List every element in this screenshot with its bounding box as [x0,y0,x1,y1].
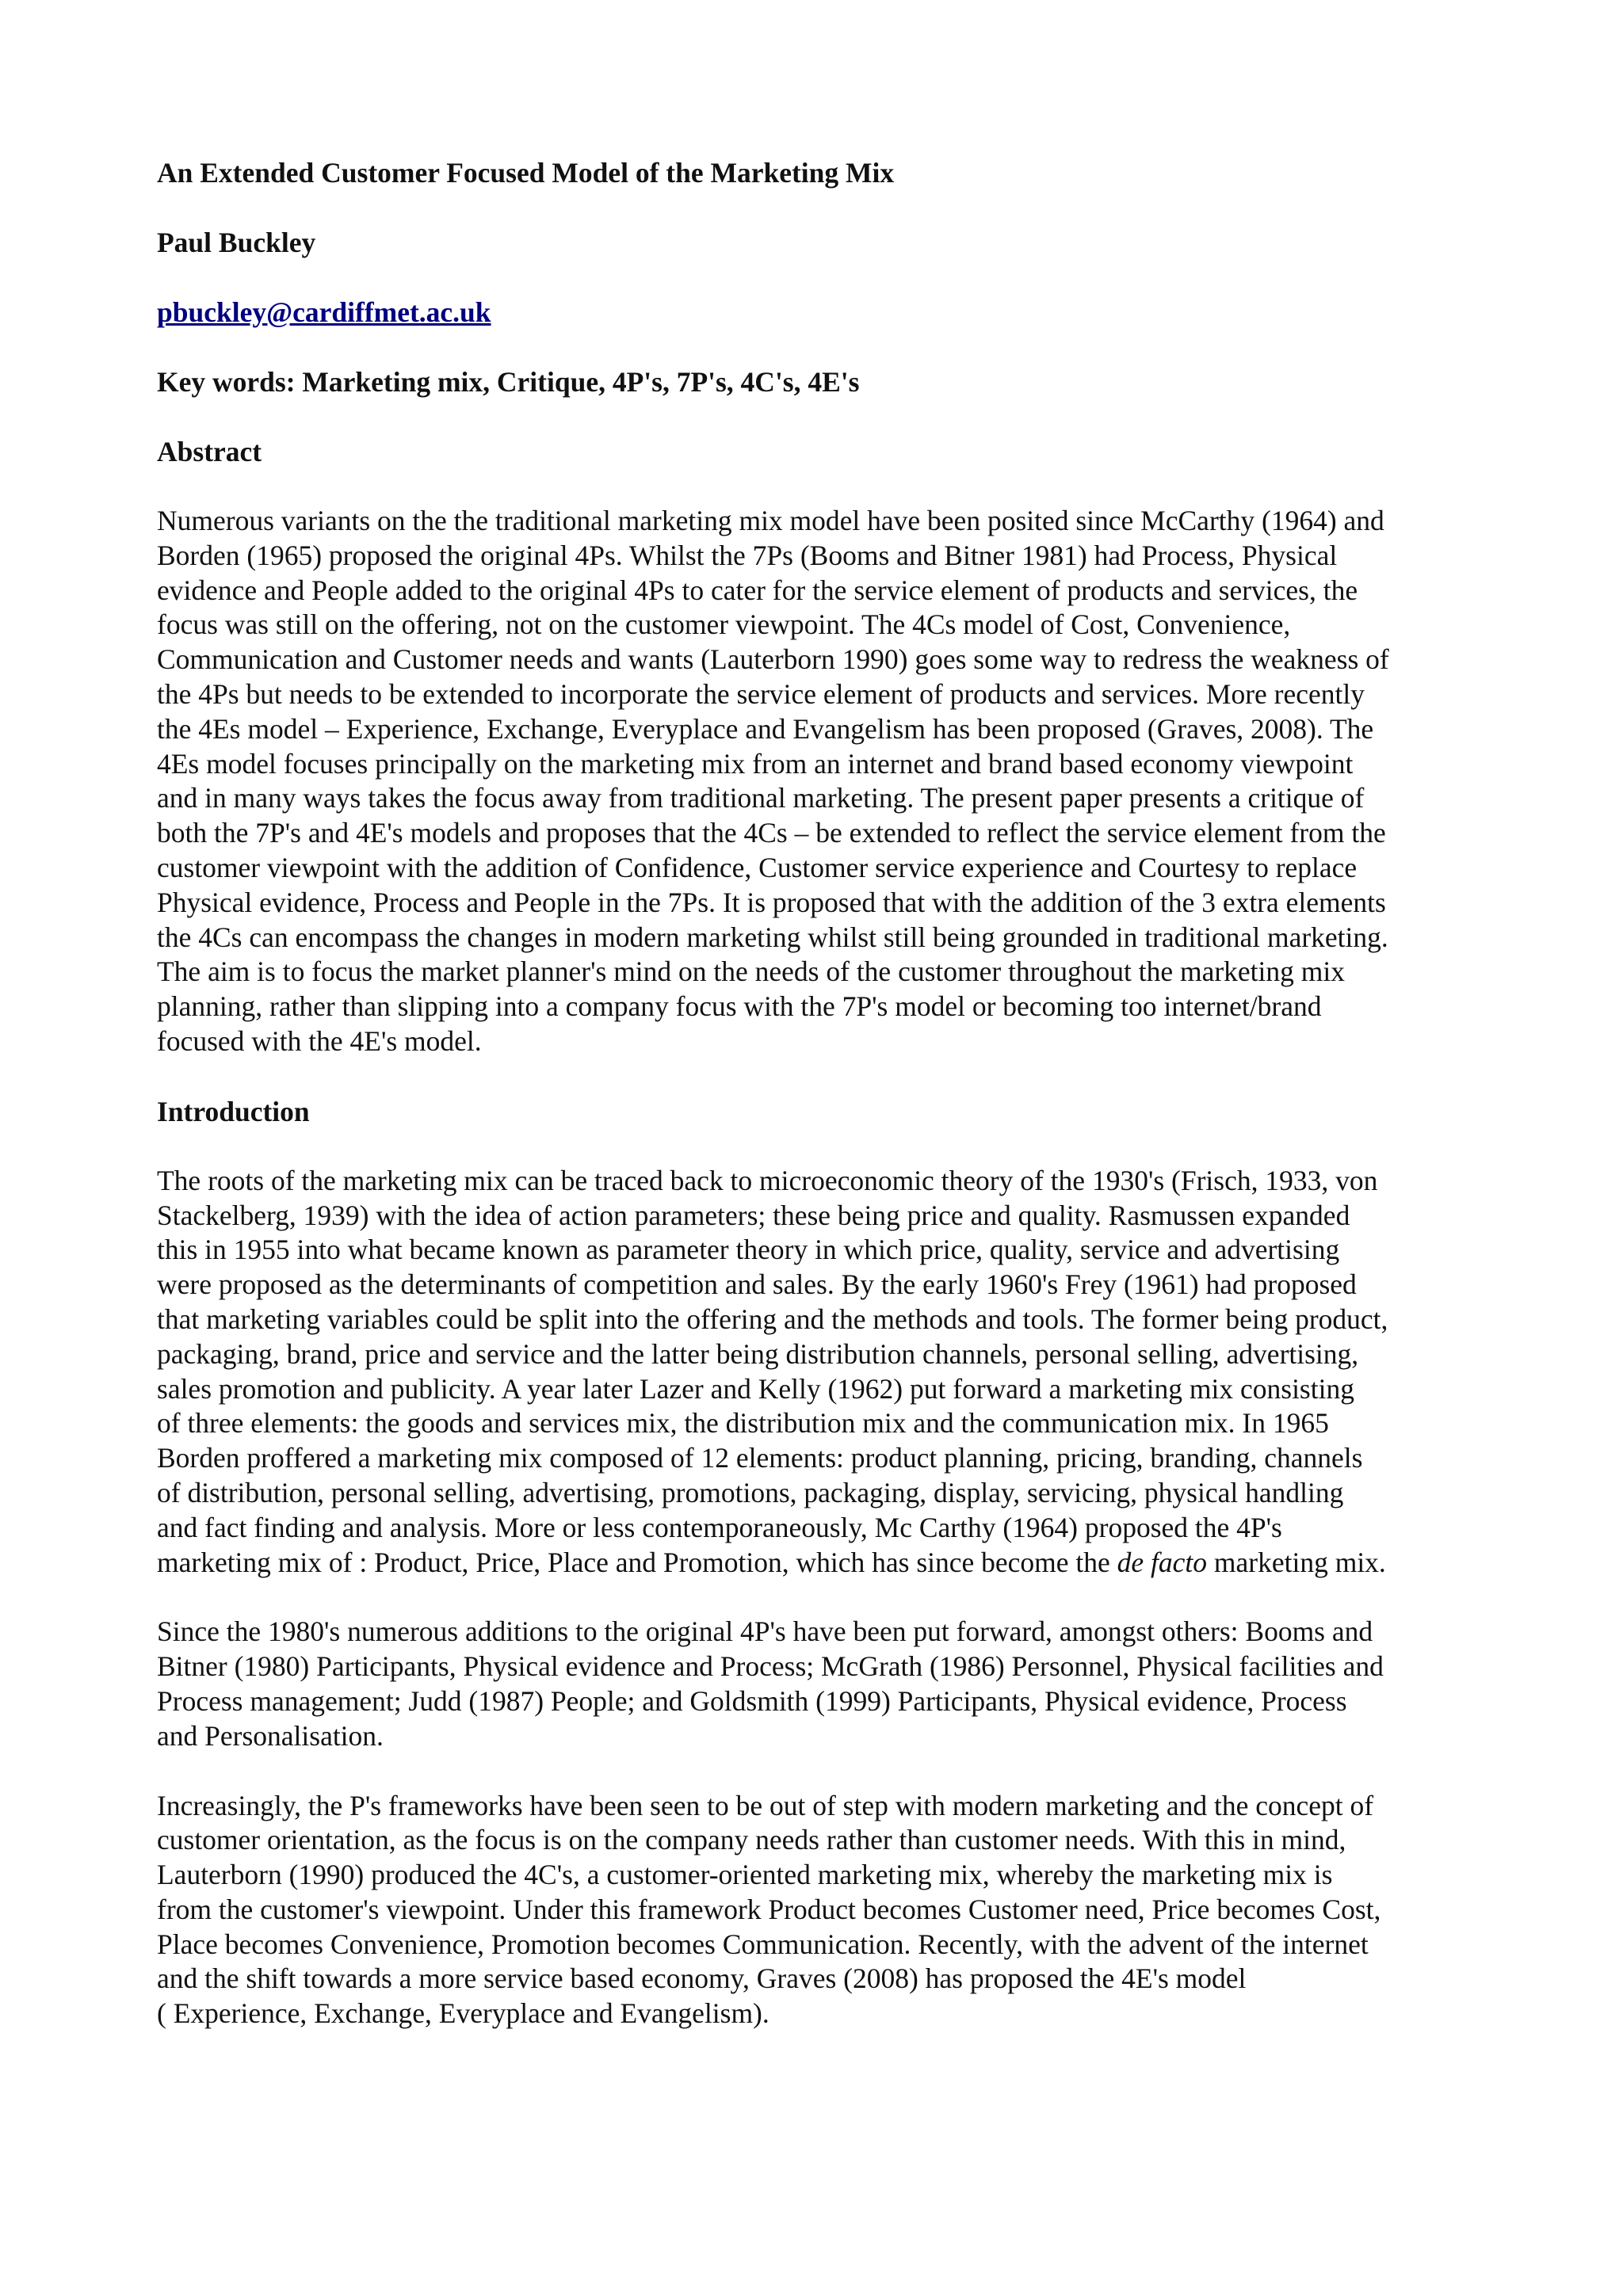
document-page [157,155,1484,2066]
introduction-paragraph-3 [157,1789,1484,2032]
text-line: Borden proffered a marketing mix composed of 12 elements: product planning, pricing, branding, channels [157,1442,1363,1474]
text-run: marketing mix. [1207,1546,1386,1578]
text-line: packaging, brand, price and service and the latter being distribution channels, personal selling, advertising, [157,1337,1359,1370]
text-line: Communication and Customer needs and wants (Lauterborn 1990) goes some way to redress the weakness of [157,643,1389,676]
text-line: and the shift towards a more service based economy, Graves (2008) has proposed the 4E's model [157,1962,1247,1995]
text-line: focused with the 4E's model. [157,1024,482,1057]
text-line: Increasingly, the P's frameworks have been seen to be out of step with modern marketing and the concept of [157,1789,1374,1821]
abstract-paragraph [157,504,1484,1059]
paper-title: An Extended Customer Focused Model of the Marketing Mix [157,157,895,189]
text-line: Stackelberg, 1939) with the idea of action parameters; these being price and quality. Rasmussen expanded [157,1199,1350,1231]
italic-term: de facto [1117,1546,1208,1578]
text-line: Place becomes Convenience, Promotion becomes Communication. Recently, with the advent of the internet [157,1928,1369,1960]
text-line: focus was still on the offering, not on the customer viewpoint. The 4Cs model of Cost, Convenience, [157,608,1291,641]
text-line [157,1546,1484,1581]
introduction-paragraph-2 [157,1615,1484,1753]
author-email [157,295,1484,330]
introduction-paragraph-1 [157,1164,1484,1581]
text-run: marketing mix of : Product, Price, Place and Promotion, which has since become the [157,1546,1117,1578]
text-line: The aim is to focus the market planner's mind on the needs of the customer throughout the marketing mix [157,955,1346,988]
text-line: and Personalisation. [157,1719,384,1752]
text-line: this in 1955 into what became known as parameter theory in which price, quality, service and advertising [157,1234,1340,1266]
text-line: the 4Cs can encompass the changes in modern marketing whilst still being grounded in traditional marketing. [157,921,1388,953]
text-line: planning, rather than slipping into a company focus with the 7P's model or becoming too internet/brand [157,990,1322,1023]
text-line: of three elements: the goods and services mix, the distribution mix and the communication mix. In 1965 [157,1407,1329,1440]
text-line: were proposed as the determinants of competition and sales. By the early 1960's Frey (1961) had proposed [157,1268,1357,1301]
text-line: sales promotion and publicity. A year later Lazer and Kelly (1962) put forward a marketing mix consisting [157,1372,1354,1405]
text-line: and fact finding and analysis. More or less contemporaneously, Mc Carthy (1964) proposed the 4P's [157,1511,1282,1543]
text-line: that marketing variables could be split into the offering and the methods and tools. The former being product, [157,1302,1388,1335]
text-line: Physical evidence, Process and People in the 7Ps. It is proposed that with the addition of the 3 extra elements [157,886,1386,918]
keywords: Key words: Marketing mix, Critique, 4P's, 7P's, 4C's, 4E's [157,366,860,398]
text-line: customer viewpoint with the addition of Confidence, Customer service experience and Courtesy to replace [157,851,1358,883]
text-line: The roots of the marketing mix can be traced back to microeconomic theory of the 1930's (Frisch, 1933, von [157,1164,1378,1196]
text-line: both the 7P's and 4E's models and proposes that the 4Cs – be extended to reflect the service element from the [157,817,1386,849]
abstract-heading: Abstract [157,436,262,467]
text-line: Since the 1980's numerous additions to the original 4P's have been put forward, amongst others: Booms and [157,1615,1373,1648]
text-line: the 4Ps but needs to be extended to incorporate the service element of products and services. More recently [157,677,1365,710]
text-line: Lauterborn (1990) produced the 4C's, a customer-oriented marketing mix, whereby the marketing mix is [157,1859,1333,1891]
text-line: Bitner (1980) Participants, Physical evidence and Process; McGrath (1986) Personnel, Physical facilities and [157,1650,1384,1683]
text-line: customer orientation, as the focus is on the company needs rather than customer needs. With this in mind, [157,1824,1346,1856]
text-line: Process management; Judd (1987) People; and Goldsmith (1999) Participants, Physical evidence, Process [157,1684,1347,1717]
text-line: 4Es model focuses principally on the marketing mix from an internet and brand based economy viewpoint [157,747,1354,780]
text-line: and in many ways takes the focus away from traditional marketing. The present paper presents a critique of [157,782,1365,814]
text-line: evidence and People added to the original 4Ps to cater for the service element of products and services, the [157,574,1358,606]
text-line: of distribution, personal selling, advertising, promotions, packaging, display, servicing, physical handling [157,1476,1344,1508]
text-line: ( Experience, Exchange, Everyplace and Evangelism). [157,1997,769,2030]
text-line: the 4Es model – Experience, Exchange, Everyplace and Evangelism has been proposed (Graves, 2008). The [157,712,1374,745]
text-line: Borden (1965) proposed the original 4Ps. Whilst the 7Ps (Booms and Bitner 1981) had Process, Physical [157,539,1338,571]
text-line: Numerous variants on the the traditional marketing mix model have been posited since McCarthy (1964) and [157,505,1384,536]
text-line: from the customer's viewpoint. Under this framework Product becomes Customer need, Price becomes Cost, [157,1893,1381,1925]
introduction-heading: Introduction [157,1095,310,1127]
email-link[interactable]: pbuckley@cardiffmet.ac.uk [157,296,491,328]
author-name: Paul Buckley [157,227,316,258]
